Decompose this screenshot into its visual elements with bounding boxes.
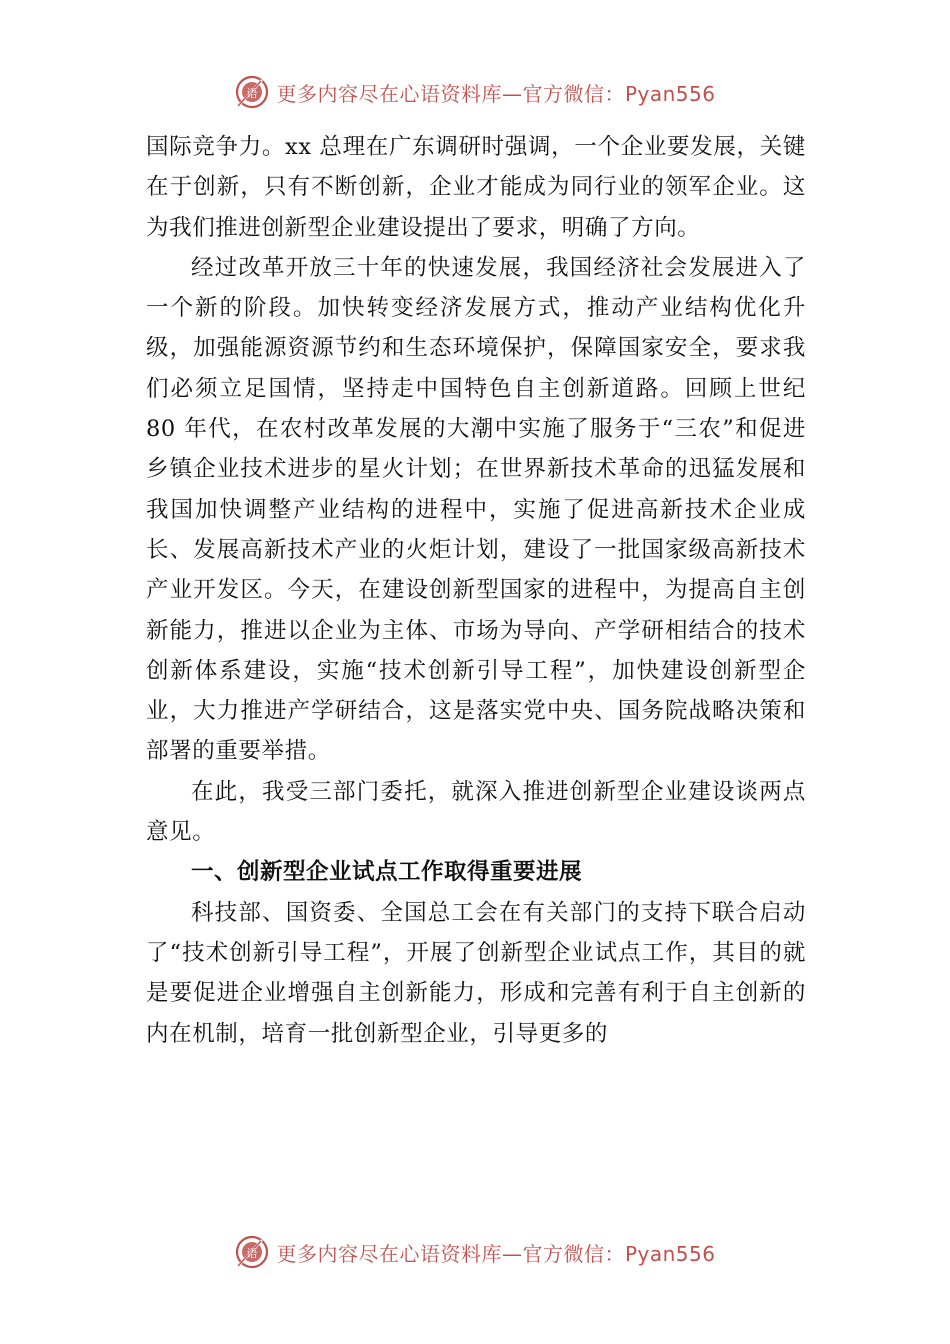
section-paragraph: 科技部、国资委、全国总工会在有关部门的支持下联合启动了“技术创新引导工程”，开展了创新型企业试点工作，其目的就是要促进企业增强自主创新能力，形成和完善有利于自主创新的内在机制，培育一批创新型企业，引导更多的 xyxy=(146,899,806,1047)
section-heading: 一、创新型企业试点工作取得重要进展 xyxy=(191,859,583,886)
paragraph-3: 在此，我受三部门委托，就深入推进创新型企业建设谈两点意见。 xyxy=(146,778,806,846)
banner-wechat-text: 官方微信：Pyan556 xyxy=(522,1241,716,1266)
banner-library-text: 更多内容尽在心语资料库 xyxy=(276,81,502,106)
svg-text:语: 语 xyxy=(246,87,258,100)
banner-separator: — xyxy=(501,81,523,106)
header-banner xyxy=(0,70,950,114)
banner-library-text: 更多内容尽在心语资料库 xyxy=(276,1241,502,1266)
pen-seal-icon xyxy=(234,74,270,110)
paragraph-2: 经过改革开放三十年的快速发展，我国经济社会发展进入了一个新的阶段。加快转变经济发展方式，推动产业结构优化升级，加强能源资源节约和生态环境保护，保障国家安全，要求我们必须立足国情，坚持走中国特色自主创新道路。回顾上世纪 80 年代，在农村改革发展的大潮中实施了服务于“三农”和促进乡镇企业技术进步的星火计划；在世界新技术革命的迅猛发展和我国加快调整产业结构的进程中，实施了促进高新技术企业成长、发展高新技术产业的火炬计划，建设了一批国家级高新技术产业开发区。今天，在建设创新型国家的进程中，为提高自主创新能力，推进以企业为主体、市场为导向、产学研相结合的技术创新体系建设，实施“技术创新引导工程”，加快建设创新型企业，大力推进产学研结合，这是落实党中央、国务院战略决策和部署的重要举措。 xyxy=(146,254,806,765)
paragraph-1: 国际竞争力。xx 总理在广东调研时强调，一个企业要发展，关键在于创新，只有不断创新，企业才能成为同行业的领军企业。这为我们推进创新型企业建设提出了要求，明确了方向。 xyxy=(146,134,806,241)
banner-text xyxy=(276,1238,715,1267)
svg-text:语: 语 xyxy=(246,1247,258,1260)
document-body xyxy=(146,127,806,1054)
banner-separator: — xyxy=(501,1241,523,1266)
banner-text xyxy=(276,78,715,107)
banner-wechat-text: 官方微信：Pyan556 xyxy=(522,81,716,106)
pen-seal-icon xyxy=(234,1234,270,1270)
footer-banner xyxy=(0,1230,950,1274)
